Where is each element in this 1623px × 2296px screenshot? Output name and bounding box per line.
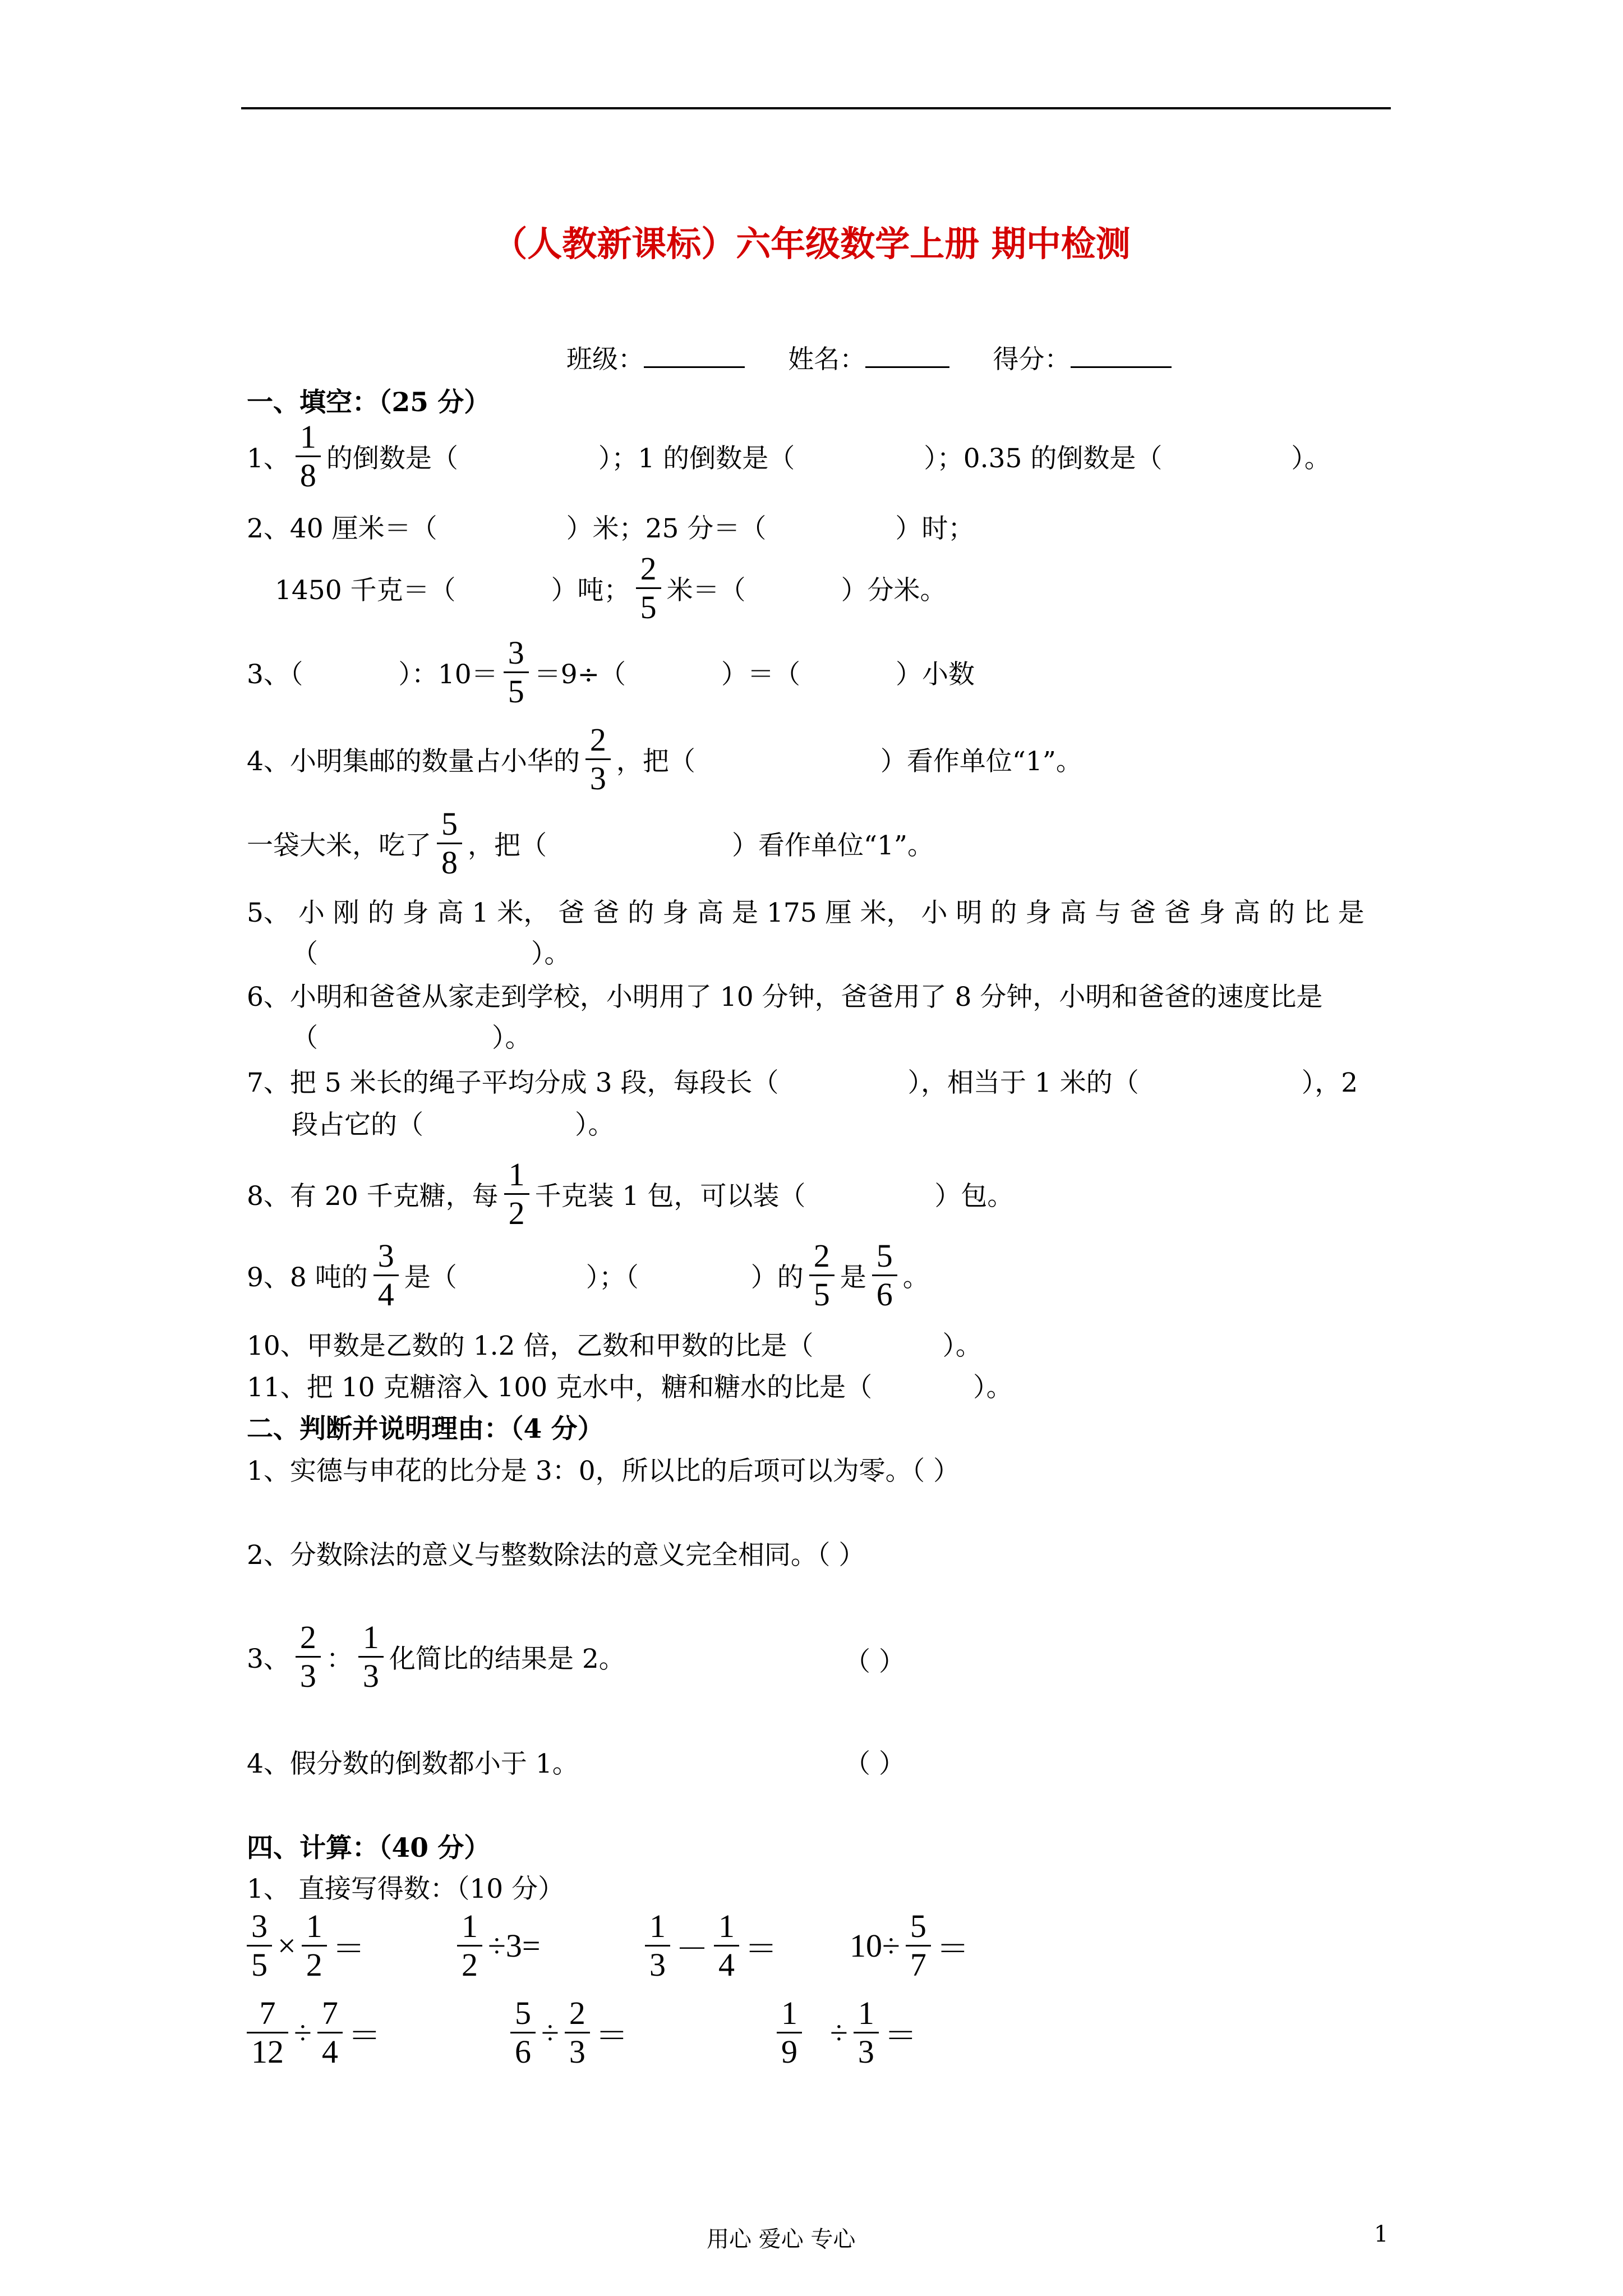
equals: ＝ bbox=[936, 1930, 969, 1967]
section-4-subheading: 1、 直接写得数：（10 分） bbox=[247, 1874, 565, 1904]
text-segment: ： bbox=[326, 1644, 353, 1674]
calc-item bbox=[777, 1997, 917, 2068]
denominator: 6 bbox=[876, 1276, 893, 1313]
text-segment: 10、甲数是乙数的 1.2 倍，乙数和甲数的比是（ bbox=[247, 1331, 814, 1361]
text-segment: 。 bbox=[902, 1262, 929, 1293]
text-segment: （ bbox=[292, 1023, 318, 1053]
text-segment: 3、（ bbox=[247, 659, 303, 690]
numerator: 7 bbox=[321, 1995, 338, 2031]
operator: ÷ bbox=[830, 2014, 848, 2051]
numerator: 2 bbox=[589, 721, 606, 758]
text-segment: ）：10＝ bbox=[398, 659, 498, 690]
fraction bbox=[358, 1621, 384, 1692]
question-1-2b bbox=[275, 550, 947, 625]
question-number: 1、 bbox=[247, 443, 290, 474]
header-rule bbox=[241, 107, 1391, 109]
numerator: 1 bbox=[299, 418, 316, 455]
question-2-3 bbox=[247, 1621, 625, 1692]
text-segment: ＝9÷（ bbox=[534, 659, 626, 690]
footer-text: 用心 爱心 专心 bbox=[707, 2226, 856, 2252]
class-blank[interactable] bbox=[644, 344, 745, 368]
text-segment: 1450 千克＝（ bbox=[275, 575, 456, 606]
text-segment: 4、小明集邮的数量占小华的 bbox=[247, 746, 580, 777]
text-segment: 米＝（ bbox=[666, 575, 746, 606]
question-1-5b bbox=[292, 933, 571, 970]
text-segment: 的倒数是（ bbox=[326, 443, 458, 474]
calc-item bbox=[645, 1910, 777, 1981]
fraction bbox=[374, 1237, 399, 1313]
text-segment: ）。 bbox=[575, 1110, 615, 1140]
question-2-2: 2、分数除法的意义与整数除法的意义完全相同。（ ） bbox=[247, 1540, 865, 1571]
denominator: 3 bbox=[299, 1658, 316, 1694]
numerator: 1 bbox=[781, 1995, 797, 2031]
text-segment: ）；0.35 的倒数是（ bbox=[924, 443, 1163, 474]
fraction bbox=[437, 808, 462, 879]
calc-item bbox=[850, 1910, 969, 1981]
text-segment: ）。 bbox=[492, 1023, 532, 1053]
numerator: 7 bbox=[259, 1995, 276, 2031]
text-segment: ，把（ bbox=[616, 746, 695, 777]
equals: ＝ bbox=[745, 1930, 778, 1967]
text-segment: ）米；25 分＝（ bbox=[566, 513, 767, 544]
question-1-6a: 6、小明和爸爸从家走到学校，小明用了 10 分钟，爸爸用了 8 分钟，小明和爸爸的速度比是 bbox=[247, 982, 1323, 1013]
question-2-1: 1、实德与申花的比分是 3：0，所以比的后项可以为零。（ ） bbox=[247, 1456, 960, 1487]
denominator: 7 bbox=[910, 1947, 926, 1983]
equals: ＝ bbox=[348, 2017, 381, 2054]
numerator: 5 bbox=[876, 1237, 893, 1274]
text-segment: 一袋大米，吃了 bbox=[247, 830, 431, 861]
denominator: 4 bbox=[377, 1276, 394, 1313]
question-1-6b bbox=[292, 1017, 532, 1055]
question-2-3-answer[interactable]: （ ） bbox=[844, 1646, 905, 1677]
denominator: 3 bbox=[362, 1658, 379, 1694]
section-4-heading: 四、计算：（40 分） bbox=[247, 1833, 491, 1864]
question-1-2a bbox=[247, 508, 974, 545]
calc-item bbox=[247, 1997, 381, 2068]
numerator: 1 bbox=[306, 1908, 322, 1944]
numerator: 1 bbox=[362, 1619, 379, 1655]
operator: × bbox=[278, 1927, 296, 1964]
numerator: 1 bbox=[508, 1156, 525, 1193]
text-segment: ）＝（ bbox=[721, 659, 801, 690]
equals: ＝ bbox=[595, 2017, 628, 2054]
question-1-1 bbox=[247, 418, 1331, 494]
equals: ＝ bbox=[884, 2017, 917, 2054]
denominator: 4 bbox=[321, 2033, 338, 2070]
numerator: 1 bbox=[649, 1908, 666, 1944]
denominator: 3 bbox=[589, 760, 606, 797]
denominator: 3 bbox=[857, 2033, 874, 2070]
question-1-9 bbox=[247, 1237, 929, 1313]
text-segment: ）。 bbox=[942, 1331, 982, 1361]
calc-item bbox=[457, 1910, 541, 1981]
text-segment: ）；（ bbox=[585, 1262, 639, 1293]
page-number: 1 bbox=[1374, 2221, 1389, 2247]
numerator: 5 bbox=[910, 1908, 926, 1944]
page-title: （人教新课标）六年级数学上册 期中检测 bbox=[492, 223, 1131, 264]
text-segment: ）小数 bbox=[896, 659, 975, 690]
text-segment: 11、把 10 克糖溶入 100 克水中，糖和糖水的比是（ bbox=[247, 1372, 873, 1403]
numerator: 2 bbox=[569, 1995, 585, 2031]
text-segment: ）；1 的倒数是（ bbox=[598, 443, 795, 474]
score-blank[interactable] bbox=[1071, 344, 1172, 368]
section-2-heading: 二、判断并说明理由：（4 分） bbox=[247, 1414, 604, 1444]
text-segment: ）分米。 bbox=[841, 575, 947, 606]
text-segment: ）。 bbox=[531, 938, 571, 969]
text-segment: ）。 bbox=[1291, 443, 1331, 474]
prefix: 10÷ bbox=[850, 1927, 900, 1964]
text-segment: 9、8 吨的 bbox=[247, 1262, 368, 1293]
equals: ＝ bbox=[332, 1930, 365, 1967]
denominator: 12 bbox=[251, 2033, 284, 2070]
text-segment: ），2 bbox=[1301, 1068, 1358, 1098]
text-segment: 2、40 厘米＝（ bbox=[247, 513, 437, 544]
text-segment: （ bbox=[292, 938, 318, 969]
denominator: 5 bbox=[640, 589, 657, 625]
fraction bbox=[504, 634, 529, 710]
question-1-4b bbox=[247, 808, 934, 879]
denominator: 3 bbox=[649, 1947, 666, 1983]
denominator: 6 bbox=[515, 2033, 531, 2070]
fraction bbox=[296, 418, 321, 494]
fraction bbox=[585, 721, 611, 797]
text-segment: 是 bbox=[840, 1262, 866, 1293]
numerator: 2 bbox=[299, 1619, 316, 1655]
section-1-heading: 一、填空：（25 分） bbox=[247, 387, 491, 418]
numerator: 1 bbox=[857, 1995, 874, 2031]
text-segment: ）包。 bbox=[934, 1181, 1014, 1212]
denominator: 5 bbox=[251, 1947, 268, 1983]
denominator: 2 bbox=[306, 1947, 322, 1983]
student-info-line bbox=[566, 339, 1172, 376]
question-2-4: 4、假分数的倒数都小于 1。 bbox=[247, 1749, 579, 1779]
denominator: 2 bbox=[462, 1947, 478, 1983]
fraction bbox=[296, 1621, 321, 1692]
name-label: 姓名： bbox=[788, 344, 866, 374]
question-1-10 bbox=[247, 1325, 982, 1363]
denominator: 9 bbox=[781, 2033, 797, 2070]
operator: ÷ bbox=[541, 2014, 559, 2051]
text-segment: 段占它的（ bbox=[292, 1110, 423, 1140]
text-segment: ，把（ bbox=[468, 830, 547, 861]
fraction bbox=[504, 1158, 529, 1230]
numerator: 5 bbox=[515, 1995, 531, 2031]
operator: ÷ bbox=[294, 2014, 312, 2051]
question-1-8 bbox=[247, 1158, 1013, 1230]
text-segment: ），相当于 1 米的（ bbox=[907, 1068, 1139, 1098]
denominator: 5 bbox=[508, 673, 524, 710]
text-segment: ）看作单位“1”。 bbox=[880, 746, 1082, 777]
question-2-4-answer[interactable]: （ ） bbox=[844, 1749, 905, 1779]
numerator: 3 bbox=[508, 634, 524, 671]
fraction bbox=[872, 1237, 897, 1313]
text-segment: 7、把 5 米长的绳子平均分成 3 段，每段长（ bbox=[247, 1068, 779, 1098]
name-blank[interactable] bbox=[865, 344, 949, 368]
denominator: 2 bbox=[508, 1195, 525, 1231]
fraction bbox=[636, 550, 661, 625]
text-segment: ）时； bbox=[895, 513, 975, 544]
question-1-7b bbox=[292, 1104, 615, 1142]
text-segment: 化简比的结果是 2。 bbox=[389, 1644, 625, 1674]
numerator: 2 bbox=[640, 550, 657, 587]
numerator: 3 bbox=[251, 1908, 268, 1944]
text-segment: ）。 bbox=[973, 1372, 1013, 1403]
calc-item bbox=[510, 1997, 628, 2068]
text-segment: ）看作单位“1”。 bbox=[732, 830, 934, 861]
text-segment: ）的 bbox=[750, 1262, 804, 1293]
text-segment: 8、有 20 千克糖，每 bbox=[247, 1181, 499, 1212]
denominator: 3 bbox=[569, 2033, 585, 2070]
question-1-11 bbox=[247, 1366, 1013, 1404]
denominator: 5 bbox=[813, 1276, 830, 1313]
numerator: 1 bbox=[718, 1908, 735, 1944]
question-number: 3、 bbox=[247, 1644, 290, 1674]
text-segment: ）吨； bbox=[551, 575, 630, 606]
denominator: 8 bbox=[299, 457, 316, 494]
numerator: 5 bbox=[441, 806, 458, 842]
operator: ÷3= bbox=[488, 1927, 541, 1964]
denominator: 8 bbox=[441, 844, 458, 881]
numerator: 2 bbox=[813, 1237, 830, 1274]
question-1-5a: 5、 小 刚 的 身 高 1 米， 爸 爸 的 身 高 是 175 厘 米， 小 明 的 身 高 与 爸 爸 身 高 的 比 是 bbox=[247, 898, 1364, 928]
numerator: 1 bbox=[462, 1908, 478, 1944]
calc-item bbox=[247, 1910, 365, 1981]
question-1-4a bbox=[247, 721, 1082, 797]
denominator: 4 bbox=[718, 1947, 735, 1983]
question-1-3 bbox=[247, 634, 975, 710]
question-1-7a bbox=[247, 1062, 1358, 1099]
numerator: 3 bbox=[377, 1237, 394, 1274]
fraction bbox=[809, 1237, 834, 1313]
operator: － bbox=[676, 1930, 709, 1967]
text-segment: 千克装 1 包，可以装（ bbox=[534, 1181, 806, 1212]
score-label: 得分： bbox=[993, 344, 1071, 374]
text-segment: 是（ bbox=[404, 1262, 457, 1293]
class-label: 班级： bbox=[566, 344, 644, 374]
